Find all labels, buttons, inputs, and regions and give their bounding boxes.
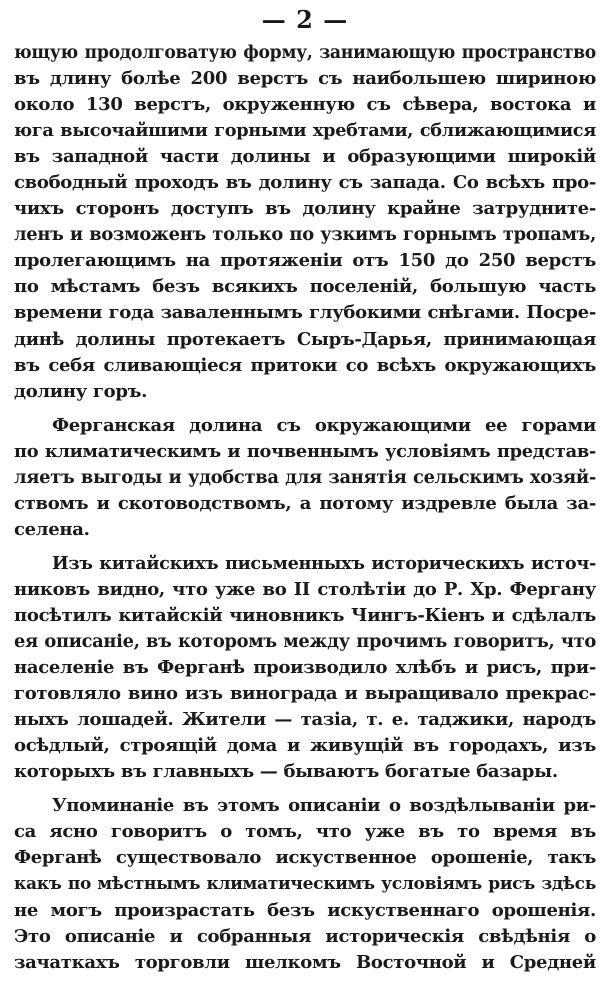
text-line: юга высочайшими горными хребтами, сближающимися [14,120,596,142]
text-line: свободный проходъ въ долину съ запада. Со всѣхъ про- [14,172,596,194]
text-line: чихъ сторонъ доступъ въ долину крайне затрудните- [14,198,596,220]
text-line: долину горъ. [14,380,148,402]
text-line: Изъ китайскихъ письменныхъ историческихъ источ- [52,552,596,574]
text-line: какъ по мѣстнымъ климатическимъ условіямъ рисъ здѣсь [14,874,596,895]
body-text [14,40,596,976]
text-line: по климатическимъ и почвеннымъ условіямъ представ- [14,440,596,462]
text-line: ленъ и возможенъ только по узкимъ горнымъ тропамъ, [14,224,596,246]
text-line: времени года заваленнымъ глубокими снѣгами. Посре- [14,302,596,324]
page-number: — 2 — [261,5,349,34]
text-line: не могъ произрастать безъ искуственнаго орошенія. [14,899,596,921]
text-line: ствомъ и скотоводствомъ, а потому издревле была за- [14,492,596,514]
text-line: пролегающимъ на протяженіи отъ 150 до 250 верстъ [14,250,596,272]
text-line: населеніе въ Ферганѣ производило хлѣбъ и рисъ, при- [14,657,596,679]
text-line: Ферганѣ существовало искуственное орошеніе, такъ [14,847,596,869]
text-line: которыхъ въ главныхъ — бываютъ богатые базары. [14,761,558,783]
paragraph-3 [14,551,596,785]
text-line: са ясно говоритъ о томъ, что уже въ то время въ [14,821,596,843]
text-line: осѣдлый, строящій дома и живущій въ городахъ, изъ [14,735,596,757]
paragraph-2 [14,413,596,543]
text-line: Ферганская долина съ окружающими ее горами [52,414,596,436]
text-line: ляетъ выгоды и удобства для занятія сельскимъ хозяй- [14,466,596,488]
text-line: въ западной части долины и образующими широкій [14,146,596,168]
text-line: зачаткахъ торговли шелкомъ Восточной и Средней [14,951,596,973]
paragraph-1 [14,40,596,405]
text-line: готовляло вино изъ винограда и выращивало прекрас- [14,683,596,705]
paragraph-4 [14,793,596,975]
text-line: Это описаніе и собранныя историческія свѣдѣнія о [14,925,596,947]
text-line: селена. [14,518,90,540]
text-line: ныхъ лошадей. Жители — тазіа, т. е. таджики, народъ [14,709,596,731]
text-line: въ длину болѣе 200 верстъ съ наибольшею шириною [14,68,596,90]
text-line: ющую продолговатую форму, занимающую пространство [14,43,596,63]
text-line: посѣтилъ китайскій чиновникъ Чингъ-Кіенъ и сдѣлалъ [14,604,596,626]
text-line: никовъ видно, что уже во II столѣтіи до Р. Хр. Фергану [14,578,596,600]
text-line: по мѣстамъ безъ всякихъ поселеній, большую часть [14,276,596,298]
text-line: въ себя сливающіеся притоки со всѣхъ окружающихъ [14,354,596,376]
text-line: ея описаніе, въ которомъ между прочимъ говоритъ, что [14,631,596,653]
text-line: Упоминаніе въ этомъ описаніи о воздѣлываніи ри- [52,795,596,817]
text-line: около 130 верстъ, окруженную съ сѣвера, востока и [14,94,596,116]
text-line: динѣ долины протекаетъ Сыръ-Дарья, принимающая [14,328,596,350]
